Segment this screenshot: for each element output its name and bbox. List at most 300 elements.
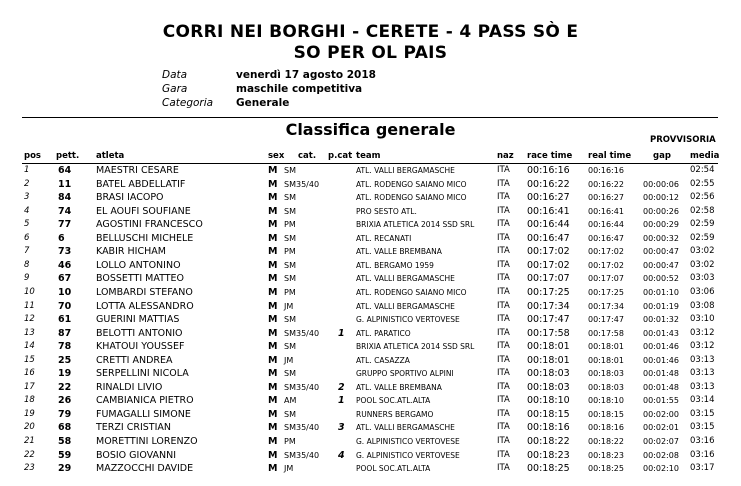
cell-pace: 03:02 [690, 259, 715, 270]
cell-team: POOL SOC.ATL.ALTA [356, 396, 431, 406]
cell-gap: 00:01:43 [643, 328, 679, 338]
col-athlete: atleta [96, 151, 125, 161]
cell-pace: 02:55 [690, 178, 715, 189]
table-row [0, 395, 741, 407]
cell-team: G. ALPINISTICO VERTOVESE [356, 437, 460, 446]
cell-real-time: 00:17:47 [588, 315, 624, 325]
cell-team: ATL. VALLI BERGAMASCHE [356, 301, 455, 311]
cell-real-time: 00:17:02 [588, 247, 624, 257]
cell-position: 16 [24, 368, 35, 379]
cell-race-time: 00:16:27 [527, 192, 570, 204]
cell-category: PM [284, 220, 296, 230]
meta-date [162, 68, 462, 82]
cell-real-time: 00:17:02 [588, 260, 624, 270]
cell-gap: 00:02:01 [643, 423, 679, 433]
cell-pace: 02:54 [690, 165, 715, 175]
cell-position: 13 [24, 327, 35, 338]
table-row [0, 219, 741, 231]
cell-team: ATL. PARATICO [356, 328, 411, 338]
cell-athlete: TERZI CRISTIAN [96, 422, 172, 434]
cell-category: SM35/40 [284, 382, 320, 392]
cell-pace: 03:12 [690, 341, 715, 352]
cell-real-time: 00:16:22 [588, 179, 624, 189]
top-divider [22, 117, 718, 118]
cell-bib: 19 [58, 368, 72, 380]
cell-nationality: ITA [497, 368, 510, 379]
cell-position: 19 [24, 408, 35, 419]
cell-nationality: ITA [497, 314, 510, 325]
cell-real-time: 00:18:15 [588, 409, 624, 419]
cell-bib: 64 [58, 165, 72, 176]
cell-sex: M [268, 219, 278, 231]
cell-race-time: 00:17:47 [527, 314, 570, 326]
cell-team: ATL. BERGAMO 1959 [356, 260, 434, 270]
cell-position: 14 [24, 341, 35, 352]
cell-gap: 00:00:47 [643, 260, 679, 270]
cell-race-time: 00:16:22 [527, 178, 570, 190]
cell-race-time: 00:17:34 [527, 300, 570, 312]
col-pett: pett. [56, 151, 80, 161]
cell-real-time: 00:18:16 [588, 423, 624, 433]
event-title-line-1: CORRI NEI BORGHI - CERETE - 4 PASS SÒ E [162, 22, 579, 42]
cell-category: SM [284, 260, 296, 270]
cell-bib: 73 [58, 246, 72, 258]
cell-athlete: LOTTA ALESSANDRO [96, 300, 194, 312]
cell-position: 3 [24, 192, 30, 203]
cell-position: 10 [24, 286, 35, 297]
cell-category-position: 3 [338, 422, 345, 434]
cell-sex: M [268, 259, 278, 271]
cell-pace: 03:12 [690, 327, 715, 338]
cell-athlete: SERPELLINI NICOLA [96, 368, 189, 380]
cell-race-time: 00:18:03 [527, 368, 570, 380]
cell-race-time: 00:18:15 [527, 408, 570, 420]
cell-position: 8 [24, 259, 30, 270]
cell-race-time: 00:16:41 [527, 205, 570, 217]
cell-position: 23 [24, 463, 35, 474]
meta-category-value: Generale [236, 97, 290, 109]
cell-position: 6 [24, 232, 30, 243]
cell-sex: M [268, 232, 278, 244]
cell-bib: 79 [58, 408, 72, 420]
cell-team: ATL. VALLI BERGAMASCHE [356, 423, 455, 433]
cell-athlete: BOSIO GIOVANNI [96, 449, 177, 461]
cell-nationality: ITA [497, 259, 510, 270]
meta-category-label: Categoria [162, 97, 214, 109]
cell-team: ATL. RODENGO SAIANO MICO [356, 179, 467, 189]
cell-team: GRUPPO SPORTIVO ALPINI [356, 369, 454, 379]
cell-team: ATL. RECANATI [356, 233, 412, 243]
cell-real-time: 00:17:07 [588, 274, 624, 284]
cell-nationality: ITA [497, 219, 510, 230]
cell-athlete: BELLUSCHI MICHELE [96, 232, 194, 244]
event-title-line-2: SO PER OL PAIS [293, 43, 448, 63]
cell-team: PRO SESTO ATL. [356, 206, 417, 216]
cell-athlete: FUMAGALLI SIMONE [96, 408, 191, 420]
cell-gap: 00:02:00 [643, 409, 679, 419]
cell-sex: M [268, 395, 278, 407]
cell-athlete: MAZZOCCHI DAVIDE [96, 463, 194, 475]
cell-nationality: ITA [497, 354, 510, 365]
cell-team: ATL. VALLI BERGAMASCHE [356, 274, 455, 284]
col-race-time: race time [527, 151, 573, 161]
cell-nationality: ITA [497, 395, 510, 406]
cell-gap: 00:01:48 [643, 382, 679, 392]
cell-category: JM [284, 355, 294, 365]
cell-category-position: 4 [338, 449, 345, 461]
cell-category: PM [284, 437, 296, 446]
cell-sex: M [268, 341, 278, 353]
cell-sex: M [268, 463, 278, 475]
cell-athlete: MAESTRI CESARE [96, 165, 179, 176]
cell-bib: 77 [58, 219, 72, 231]
cell-position: 5 [24, 219, 30, 230]
cell-bib: 68 [58, 422, 72, 434]
cell-bib: 74 [58, 205, 72, 217]
col-real-time: real time [588, 151, 632, 161]
cell-position: 2 [24, 178, 30, 189]
cell-gap: 00:00:26 [643, 206, 679, 216]
table-row [0, 450, 741, 462]
cell-category: SM [284, 233, 296, 243]
cell-bib: 11 [58, 178, 72, 190]
cell-bib: 70 [58, 300, 72, 312]
cell-sex: M [268, 273, 278, 285]
cell-team: ATL. VALLE BREMBANA [356, 247, 442, 257]
cell-nationality: ITA [497, 286, 510, 297]
cell-race-time: 00:16:47 [527, 232, 570, 244]
cell-sex: M [268, 368, 278, 380]
cell-category: SM [284, 193, 296, 203]
cell-nationality: ITA [497, 192, 510, 203]
cell-pace: 03:13 [690, 381, 715, 392]
col-category-position: p.cat [328, 151, 353, 161]
col-pace: media [690, 151, 720, 161]
cell-gap: 00:02:10 [643, 464, 679, 474]
cell-gap: 00:01:48 [643, 369, 679, 379]
cell-position: 22 [24, 449, 35, 460]
cell-gap: 00:02:08 [643, 450, 679, 460]
cell-category-position: 2 [338, 381, 345, 393]
cell-position: 20 [24, 422, 35, 433]
cell-pace: 03:16 [690, 436, 715, 446]
cell-real-time: 00:18:03 [588, 369, 624, 379]
cell-bib: 46 [58, 259, 72, 271]
cell-real-time: 00:16:27 [588, 193, 624, 203]
cell-category: SM35/40 [284, 450, 320, 460]
cell-race-time: 00:17:02 [527, 246, 570, 258]
meta-race-label: Gara [162, 83, 188, 95]
cell-bib: 87 [58, 327, 72, 339]
cell-real-time: 00:18:22 [588, 437, 624, 446]
cell-category: PM [284, 247, 296, 257]
cell-bib: 84 [58, 192, 72, 204]
cell-pace: 03:02 [690, 246, 715, 257]
cell-pace: 03:08 [690, 300, 715, 311]
cell-bib: 78 [58, 341, 72, 353]
cell-nationality: ITA [497, 165, 510, 175]
cell-category: SM [284, 274, 296, 284]
cell-gap: 00:01:46 [643, 342, 679, 352]
cell-pace: 03:13 [690, 368, 715, 379]
col-team: team [356, 151, 381, 161]
cell-bib: 58 [58, 436, 72, 447]
cell-bib: 59 [58, 449, 72, 461]
cell-race-time: 00:18:16 [527, 422, 570, 434]
cell-category-position: 1 [338, 327, 345, 339]
cell-sex: M [268, 286, 278, 298]
cell-nationality: ITA [497, 273, 510, 284]
cell-real-time: 00:16:47 [588, 233, 624, 243]
cell-sex: M [268, 314, 278, 326]
cell-team: BRIXIA ATLETICA 2014 SSD SRL [356, 342, 475, 352]
cell-gap: 00:01:32 [643, 315, 679, 325]
cell-athlete: LOLLO ANTONINO [96, 259, 181, 271]
cell-team: RUNNERS BERGAMO [356, 409, 434, 419]
meta-date-value: venerdì 17 agosto 2018 [236, 69, 376, 81]
cell-sex: M [268, 300, 278, 312]
cell-pace: 03:15 [690, 408, 715, 419]
cell-athlete: KABIR HICHAM [96, 246, 166, 258]
cell-team: ATL. RODENGO SAIANO MICO [356, 193, 467, 203]
cell-position: 11 [24, 300, 35, 311]
cell-nationality: ITA [497, 436, 510, 446]
cell-real-time: 00:16:44 [588, 220, 624, 230]
cell-athlete: LOMBARDI STEFANO [96, 286, 193, 298]
col-sex: sex [268, 151, 285, 161]
cell-athlete: BATEL ABDELLATIF [96, 178, 186, 190]
cell-pace: 03:16 [690, 449, 715, 460]
cell-position: 12 [24, 314, 35, 325]
cell-bib: 26 [58, 395, 72, 407]
cell-sex: M [268, 449, 278, 461]
table-row [0, 165, 741, 177]
cell-position: 4 [24, 205, 30, 216]
table-row [0, 287, 741, 299]
cell-race-time: 00:16:44 [527, 219, 570, 231]
meta-date-label: Data [162, 69, 188, 81]
cell-sex: M [268, 422, 278, 434]
cell-bib: 10 [58, 286, 72, 298]
cell-athlete: EL AOUFI SOUFIANE [96, 205, 191, 217]
cell-nationality: ITA [497, 463, 510, 474]
cell-race-time: 00:18:01 [527, 354, 570, 366]
cell-sex: M [268, 408, 278, 420]
table-row [0, 436, 741, 448]
ranking-heading: Classifica generale [285, 120, 456, 139]
cell-gap: 00:00:29 [643, 220, 679, 230]
cell-real-time: 00:18:03 [588, 382, 624, 392]
cell-nationality: ITA [497, 449, 510, 460]
cell-sex: M [268, 246, 278, 258]
cell-pace: 02:56 [690, 192, 715, 203]
cell-race-time: 00:18:10 [527, 395, 570, 407]
cell-category: JM [284, 464, 294, 474]
cell-team: ATL. VALLI BERGAMASCHE [356, 166, 455, 175]
cell-race-time: 00:16:16 [527, 165, 570, 176]
cell-race-time: 00:18:22 [527, 436, 570, 447]
table-row [0, 206, 741, 218]
cell-nationality: ITA [497, 232, 510, 243]
cell-category: AM [284, 396, 297, 406]
cell-real-time: 00:18:23 [588, 450, 624, 460]
table-row [0, 246, 741, 258]
cell-race-time: 00:18:03 [527, 381, 570, 393]
table-row [0, 463, 741, 475]
cell-athlete: CAMBIANICA PIETRO [96, 395, 194, 407]
table-row [0, 233, 741, 245]
cell-athlete: GUERINI MATTIAS [96, 314, 180, 326]
cell-team: G. ALPINISTICO VERTOVESE [356, 315, 460, 325]
cell-pace: 03:13 [690, 354, 715, 365]
cell-category: SM35/40 [284, 179, 320, 189]
cell-bib: 29 [58, 463, 72, 475]
cell-team: ATL. RODENGO SAIANO MICO [356, 287, 467, 297]
cell-pace: 03:15 [690, 422, 715, 433]
cell-real-time: 00:17:58 [588, 328, 624, 338]
cell-nationality: ITA [497, 246, 510, 257]
cell-athlete: KHATOUI YOUSSEF [96, 341, 185, 353]
meta-category [162, 96, 462, 110]
cell-category: SM [284, 409, 296, 419]
cell-position: 21 [24, 436, 35, 446]
cell-real-time: 00:17:34 [588, 301, 624, 311]
cell-nationality: ITA [497, 300, 510, 311]
cell-pace: 02:59 [690, 219, 715, 230]
table-row [0, 260, 741, 272]
cell-nationality: ITA [497, 341, 510, 352]
col-gap: gap [653, 151, 671, 161]
cell-gap: 00:01:55 [643, 396, 679, 406]
cell-sex: M [268, 165, 278, 176]
table-row [0, 341, 741, 353]
cell-athlete: BRASI IACOPO [96, 192, 164, 204]
header-divider [22, 163, 718, 164]
cell-pace: 03:14 [690, 395, 715, 406]
cell-pace: 03:06 [690, 286, 715, 297]
table-row [0, 409, 741, 421]
cell-position: 18 [24, 395, 35, 406]
table-row [0, 192, 741, 204]
cell-bib: 61 [58, 314, 72, 326]
cell-athlete: RINALDI LIVIO [96, 381, 163, 393]
cell-sex: M [268, 381, 278, 393]
ranking-status-badge: PROVVISORIA [650, 135, 716, 145]
cell-position: 1 [24, 165, 30, 175]
cell-pace: 03:17 [690, 463, 715, 474]
cell-gap: 00:00:32 [643, 233, 679, 243]
col-category: cat. [298, 151, 317, 161]
cell-position: 7 [24, 246, 30, 257]
cell-sex: M [268, 436, 278, 447]
table-row [0, 355, 741, 367]
cell-race-time: 00:17:02 [527, 259, 570, 271]
table-row [0, 382, 741, 394]
cell-sex: M [268, 178, 278, 190]
cell-category-position: 1 [338, 395, 345, 407]
cell-athlete: CRETTI ANDREA [96, 354, 173, 366]
cell-gap: 00:00:47 [643, 247, 679, 257]
cell-category: PM [284, 287, 296, 297]
cell-position: 15 [24, 354, 35, 365]
meta-race-value: maschile competitiva [236, 83, 363, 95]
cell-position: 9 [24, 273, 30, 284]
cell-team: BRIXIA ATLETICA 2014 SSD SRL [356, 220, 475, 230]
cell-sex: M [268, 192, 278, 204]
cell-nationality: ITA [497, 381, 510, 392]
cell-race-time: 00:18:23 [527, 449, 570, 461]
cell-pace: 02:59 [690, 232, 715, 243]
cell-gap: 00:01:46 [643, 355, 679, 365]
cell-nationality: ITA [497, 205, 510, 216]
cell-athlete: AGOSTINI FRANCESCO [96, 219, 203, 231]
cell-bib: 22 [58, 381, 72, 393]
cell-category: SM35/40 [284, 328, 320, 338]
cell-team: G. ALPINISTICO VERTOVESE [356, 450, 460, 460]
cell-gap: 00:00:52 [643, 274, 679, 284]
cell-gap: 00:01:10 [643, 287, 679, 297]
col-nationality: naz [497, 151, 514, 161]
table-row [0, 314, 741, 326]
cell-real-time: 00:17:25 [588, 287, 624, 297]
cell-race-time: 00:17:25 [527, 286, 570, 298]
cell-athlete: MORETTINI LORENZO [96, 436, 198, 447]
cell-nationality: ITA [497, 408, 510, 419]
table-row [0, 422, 741, 434]
cell-category: JM [284, 301, 294, 311]
cell-team: ATL. VALLE BREMBANA [356, 382, 442, 392]
cell-real-time: 00:16:41 [588, 206, 624, 216]
cell-sex: M [268, 205, 278, 217]
cell-bib: 25 [58, 354, 72, 366]
cell-pace: 02:58 [690, 205, 715, 216]
cell-pace: 03:10 [690, 314, 715, 325]
cell-sex: M [268, 327, 278, 339]
cell-category: SM [284, 369, 296, 379]
cell-real-time: 00:16:16 [588, 166, 624, 175]
cell-race-time: 00:17:07 [527, 273, 570, 285]
cell-race-time: 00:17:58 [527, 327, 570, 339]
cell-real-time: 00:18:01 [588, 342, 624, 352]
cell-team: POOL SOC.ATL.ALTA [356, 464, 431, 474]
cell-athlete: BOSSETTI MATTEO [96, 273, 185, 285]
cell-race-time: 00:18:01 [527, 341, 570, 353]
cell-real-time: 00:18:10 [588, 396, 624, 406]
cell-nationality: ITA [497, 422, 510, 433]
cell-athlete: BELOTTI ANTONIO [96, 327, 183, 339]
meta-race [162, 82, 462, 96]
cell-category: SM [284, 315, 296, 325]
cell-bib: 67 [58, 273, 72, 285]
table-row [0, 301, 741, 313]
cell-pace: 03:03 [690, 273, 715, 284]
cell-nationality: ITA [497, 178, 510, 189]
cell-nationality: ITA [497, 327, 510, 338]
cell-race-time: 00:18:25 [527, 463, 570, 475]
cell-gap: 00:00:12 [643, 193, 679, 203]
table-row [0, 273, 741, 285]
cell-category: SM [284, 342, 296, 352]
cell-category: SM [284, 206, 296, 216]
cell-category: SM35/40 [284, 423, 320, 433]
col-pos: pos [24, 151, 41, 161]
cell-team: ATL. CASAZZA [356, 355, 410, 365]
table-row [0, 368, 741, 380]
cell-sex: M [268, 354, 278, 366]
table-row [0, 328, 741, 340]
cell-gap: 00:02:07 [643, 437, 679, 446]
cell-gap: 00:01:19 [643, 301, 679, 311]
